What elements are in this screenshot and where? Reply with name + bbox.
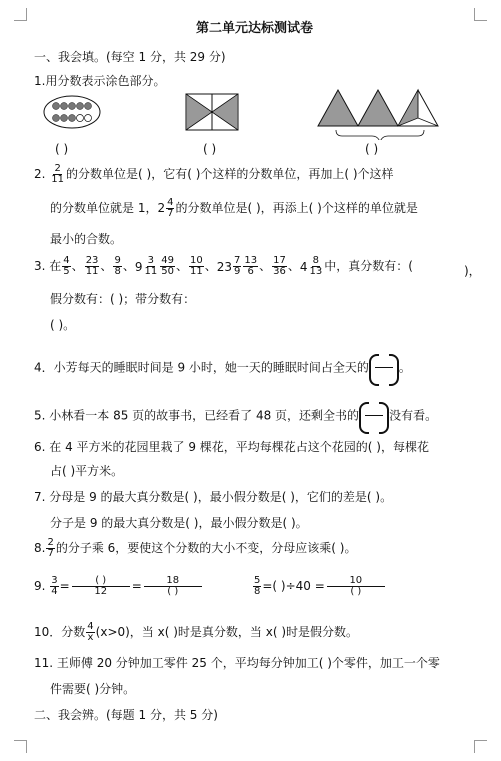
question-5: 5. 小林看一本 85 页的故事书，已经看了 48 页，还剩全书的 没有看。 [34,402,437,430]
fraction-answer-box[interactable] [359,402,389,430]
fraction: $\frac{2}{7}$ [47,537,54,559]
fraction: $\frac{17}{36}$ [273,255,286,277]
corner-mark [474,740,487,753]
question-7-line1: 7. 分母是 9 的最大真分数是( )，最小假分数是( )，它们的差是( )。 [34,490,393,504]
fraction: $\frac{4}{x}$ [87,621,94,643]
question-6-line2: 占( )平方米。 [50,464,124,478]
fraction: $\frac{49}{50}$ [161,255,174,277]
fraction: $\frac{3}{4}$ [51,575,58,597]
fraction: $\frac{4}{5}$ [63,255,70,277]
corner-mark [474,8,487,21]
fraction: $\frac{2}{11}$ [51,163,65,185]
question-8: 8. $\frac{2}{7}$ 的分子乘 6，要使这个分数的大小不变，分母应该乘( )。 [34,537,357,559]
section-heading: 二、我会辨。(每题 1 分，共 5 分) [34,708,218,722]
question-2-line1: 2. $\frac{2}{11}$ 的分数单位是( )，它有( )个这样的分数单位，再加上( )个这样 [34,163,394,185]
fraction: $\frac{9}{8}$ [114,255,121,277]
section-heading: 一、我会填。(每空 1 分，共 29 分) [34,50,226,64]
question-7-line2: 分子是 9 的最大真分数是( )，最小假分数是( )。 [50,516,308,530]
rectangle-figure [186,94,238,130]
fraction-blank[interactable]: $\frac{18}{( )}$ [143,576,203,597]
question-2-line2: 的分数单位就是 1，2 $\frac{4}{7}$ 的分数单位是( )，再添上( )个这样的单位就是 [50,197,418,219]
fraction: $\frac{4}{7}$ [167,197,174,219]
fraction: $\frac{23}{11}$ [85,255,99,277]
corner-mark [14,8,27,21]
question-9-part2: $\frac{5}{8}$ =( )÷40 = $\frac{10}{( )}$ [252,576,387,597]
page-title: 第二单元达标测试卷 [196,21,314,36]
question-3-line2: 假分数有：( )；带分数有： [50,292,196,306]
question-2-line3: 最小的合数。 [50,232,123,246]
corner-mark [14,740,27,753]
question-3-line1: 3. 在 $\frac{4}{5}$ 、 $\frac{23}{11}$ 、 $\frac{9}{8}$ 、 9 $\frac{3}{11}$ $\frac{49}{50}$ 、 $\frac{10}{11}$ 、 23 $\frac{7}{9}$ $\frac{13}{6}$ 、 $\frac{17}{36}$ 、 4 $\frac{8}{13}$ 中，真分数有：( [34,255,413,277]
fraction: $\frac{5}{8}$ [254,575,261,597]
fraction-blank[interactable]: $\frac{10}{( )}$ [326,576,386,597]
ellipse-figure [44,96,100,128]
question-11-line2: 件需要( )分钟。 [50,682,136,696]
question-10: 10．分数 $\frac{4}{x}$ (x>0)，当 x( )时是真分数，当 x( )时是假分数。 [34,621,358,643]
q1-answer-blank[interactable]: ( ) [55,142,69,156]
q1-answer-blank[interactable]: ( ) [365,142,379,156]
fraction: 23 $\frac{7}{9}$ [216,255,241,277]
fraction-answer-box[interactable] [369,354,399,382]
question-4: 4．小芳每天的睡眠时间是 9 小时，她一天的睡眠时间占全天的 。 [34,354,411,382]
question-6-line1: 6. 在 4 平方米的花园里栽了 9 棵花，平均每棵花占这个花园的( )，每棵花 [34,440,429,454]
fraction: 9 $\frac{3}{11}$ [134,255,158,277]
fraction-blank[interactable]: $\frac{( )}{12}$ [71,576,131,597]
fraction-list: $\frac{4}{5}$ 、 $\frac{23}{11}$ 、 $\frac{9}{8}$ 、 9 $\frac{3}{11}$ $\frac{49}{50}$ 、 $\frac{10}{11}$ 、 23 $\frac{7}{9}$ $\frac{13}{6}$ 、 $\frac{17}{36}$ 、 4 $\frac{8}{13}$ [63,255,323,277]
triangle-figures [318,90,438,140]
question-11-line1: 11. 王师傅 20 分钟加工零件 25 个，平均每分钟加工( )个零件，加工一个零 [34,656,440,670]
question-3-line3: ( )。 [50,318,76,332]
fraction: $\frac{13}{6}$ [244,255,258,277]
fraction: $\frac{10}{11}$ [189,255,203,277]
q1-answer-blank[interactable]: ( ) [203,142,217,156]
fraction: 4 $\frac{8}{13}$ [299,255,323,277]
q1-figures [40,88,460,140]
question-9: 9. $\frac{3}{4}$ = $\frac{( )}{12}$ = $\frac{18}{( )}$ [34,576,204,597]
question-3-close: )， [464,264,481,278]
question-1: 1.用分数表示涂色部分。 [34,74,166,88]
